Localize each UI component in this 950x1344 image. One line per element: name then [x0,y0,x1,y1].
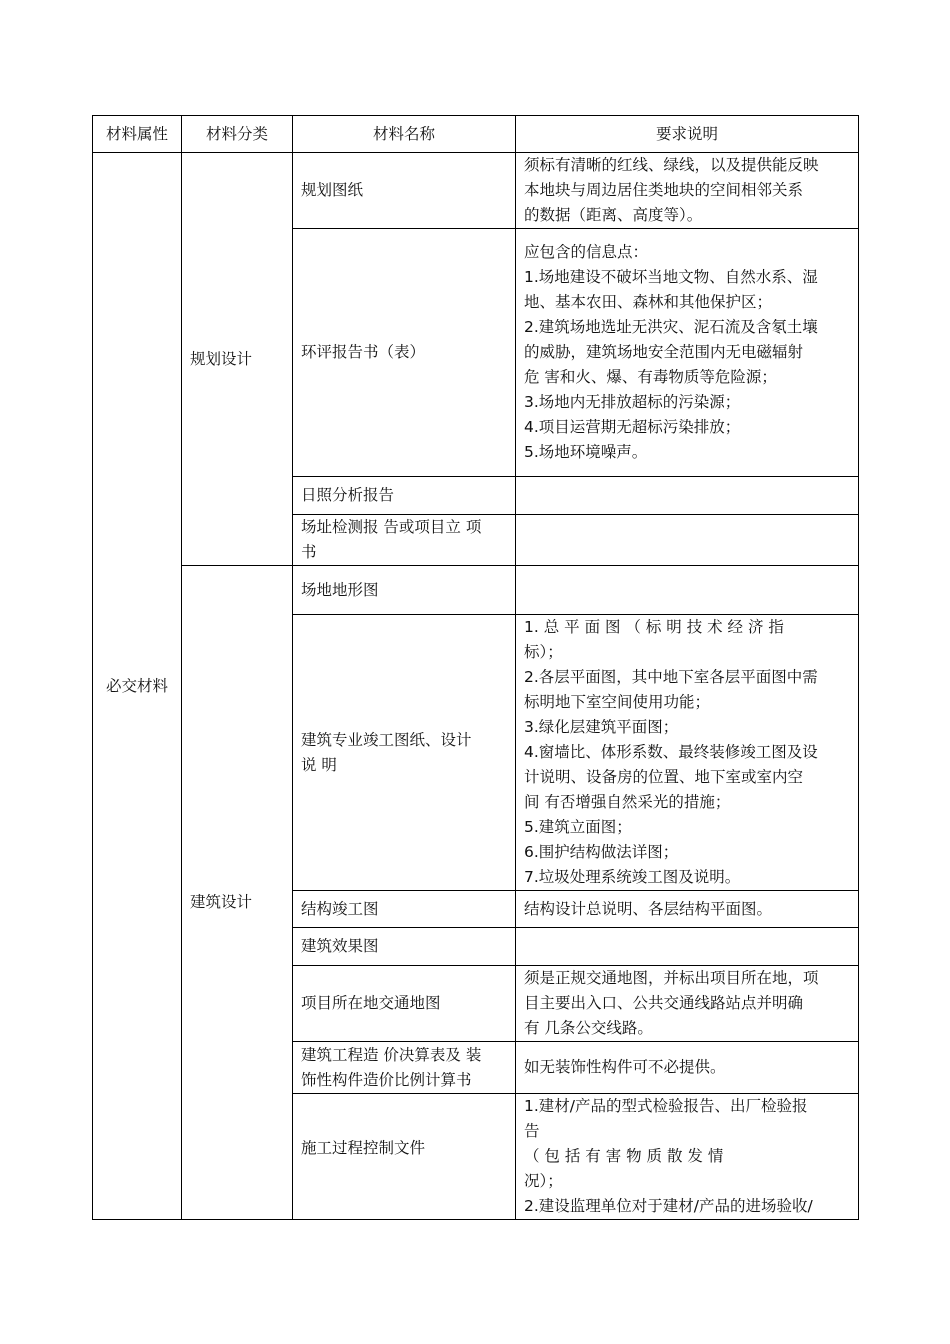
material-name: 环评报告书（表） [293,229,516,477]
material-name: 场地地形图 [293,566,516,615]
attribute-cell: 必交材料 [93,153,182,1220]
table-row [93,566,859,615]
category-building: 建筑设计 [182,566,293,1220]
table-row [93,153,859,229]
table-header-row [93,116,859,153]
material-name: 建筑效果图 [293,928,516,966]
material-description: 1.建材/产品的型式检验报告、出厂检验报 告 （ 包 括 有 害 物 质 散 发 情 况）； 2.建设监理单位对于建材/产品的进场验收/ [516,1094,859,1220]
category-planning: 规划设计 [182,153,293,566]
material-description [516,515,859,566]
material-name: 日照分析报告 [293,477,516,515]
material-name: 施工过程控制文件 [293,1094,516,1220]
material-name: 建筑专业竣工图纸、设计 说 明 [293,615,516,891]
material-name: 场址检测报 告或项目立 项 书 [293,515,516,566]
material-description [516,928,859,966]
header-attribute: 材料属性 [93,116,182,153]
header-category: 材料分类 [182,116,293,153]
material-name: 项目所在地交通地图 [293,966,516,1042]
header-description: 要求说明 [516,116,859,153]
materials-table [92,115,859,1220]
material-description: 应包含的信息点： 1.场地建设不破坏当地文物、自然水系、湿 地、基本农田、森林和其他保护区； 2.建筑场地选址无洪灾、泥石流及含氡土壤 的威胁，建筑场地安全范围内无电磁辐射 危 害和火、爆、有毒物质等危险源； 3.场地内无排放超标的污染源； 4.项目运营期无超标污染排放； 5.场地环境噪声。 [516,229,859,477]
material-name: 建筑工程造 价决算表及 装 饰性构件造价比例计算书 [293,1042,516,1094]
material-description: 如无装饰性构件可不必提供。 [516,1042,859,1094]
material-description: 结构设计总说明、各层结构平面图。 [516,891,859,928]
material-description [516,477,859,515]
material-description [516,566,859,615]
material-description: 须是正规交通地图，并标出项目所在地，项 目主要出入口、公共交通线路站点并明确 有 几条公交线路。 [516,966,859,1042]
material-name: 规划图纸 [293,153,516,229]
header-name: 材料名称 [293,116,516,153]
material-description: 须标有清晰的红线、绿线，以及提供能反映 本地块与周边居住类地块的空间相邻关系 的数据（距离、高度等）。 [516,153,859,229]
material-name: 结构竣工图 [293,891,516,928]
material-description: 1. 总 平 面 图 （ 标 明 技 术 经 济 指 标）； 2.各层平面图，其中地下室各层平面图中需 标明地下室空间使用功能； 3.绿化层建筑平面图； 4.窗墙比、体形系数、最终装修竣工图及设 计说明、设备房的位置、地下室或室内空 间 有否增强自然采光的措施； 5.建筑立面图； 6.围护结构做法详图； 7.垃圾处理系统竣工图及说明。 [516,615,859,891]
